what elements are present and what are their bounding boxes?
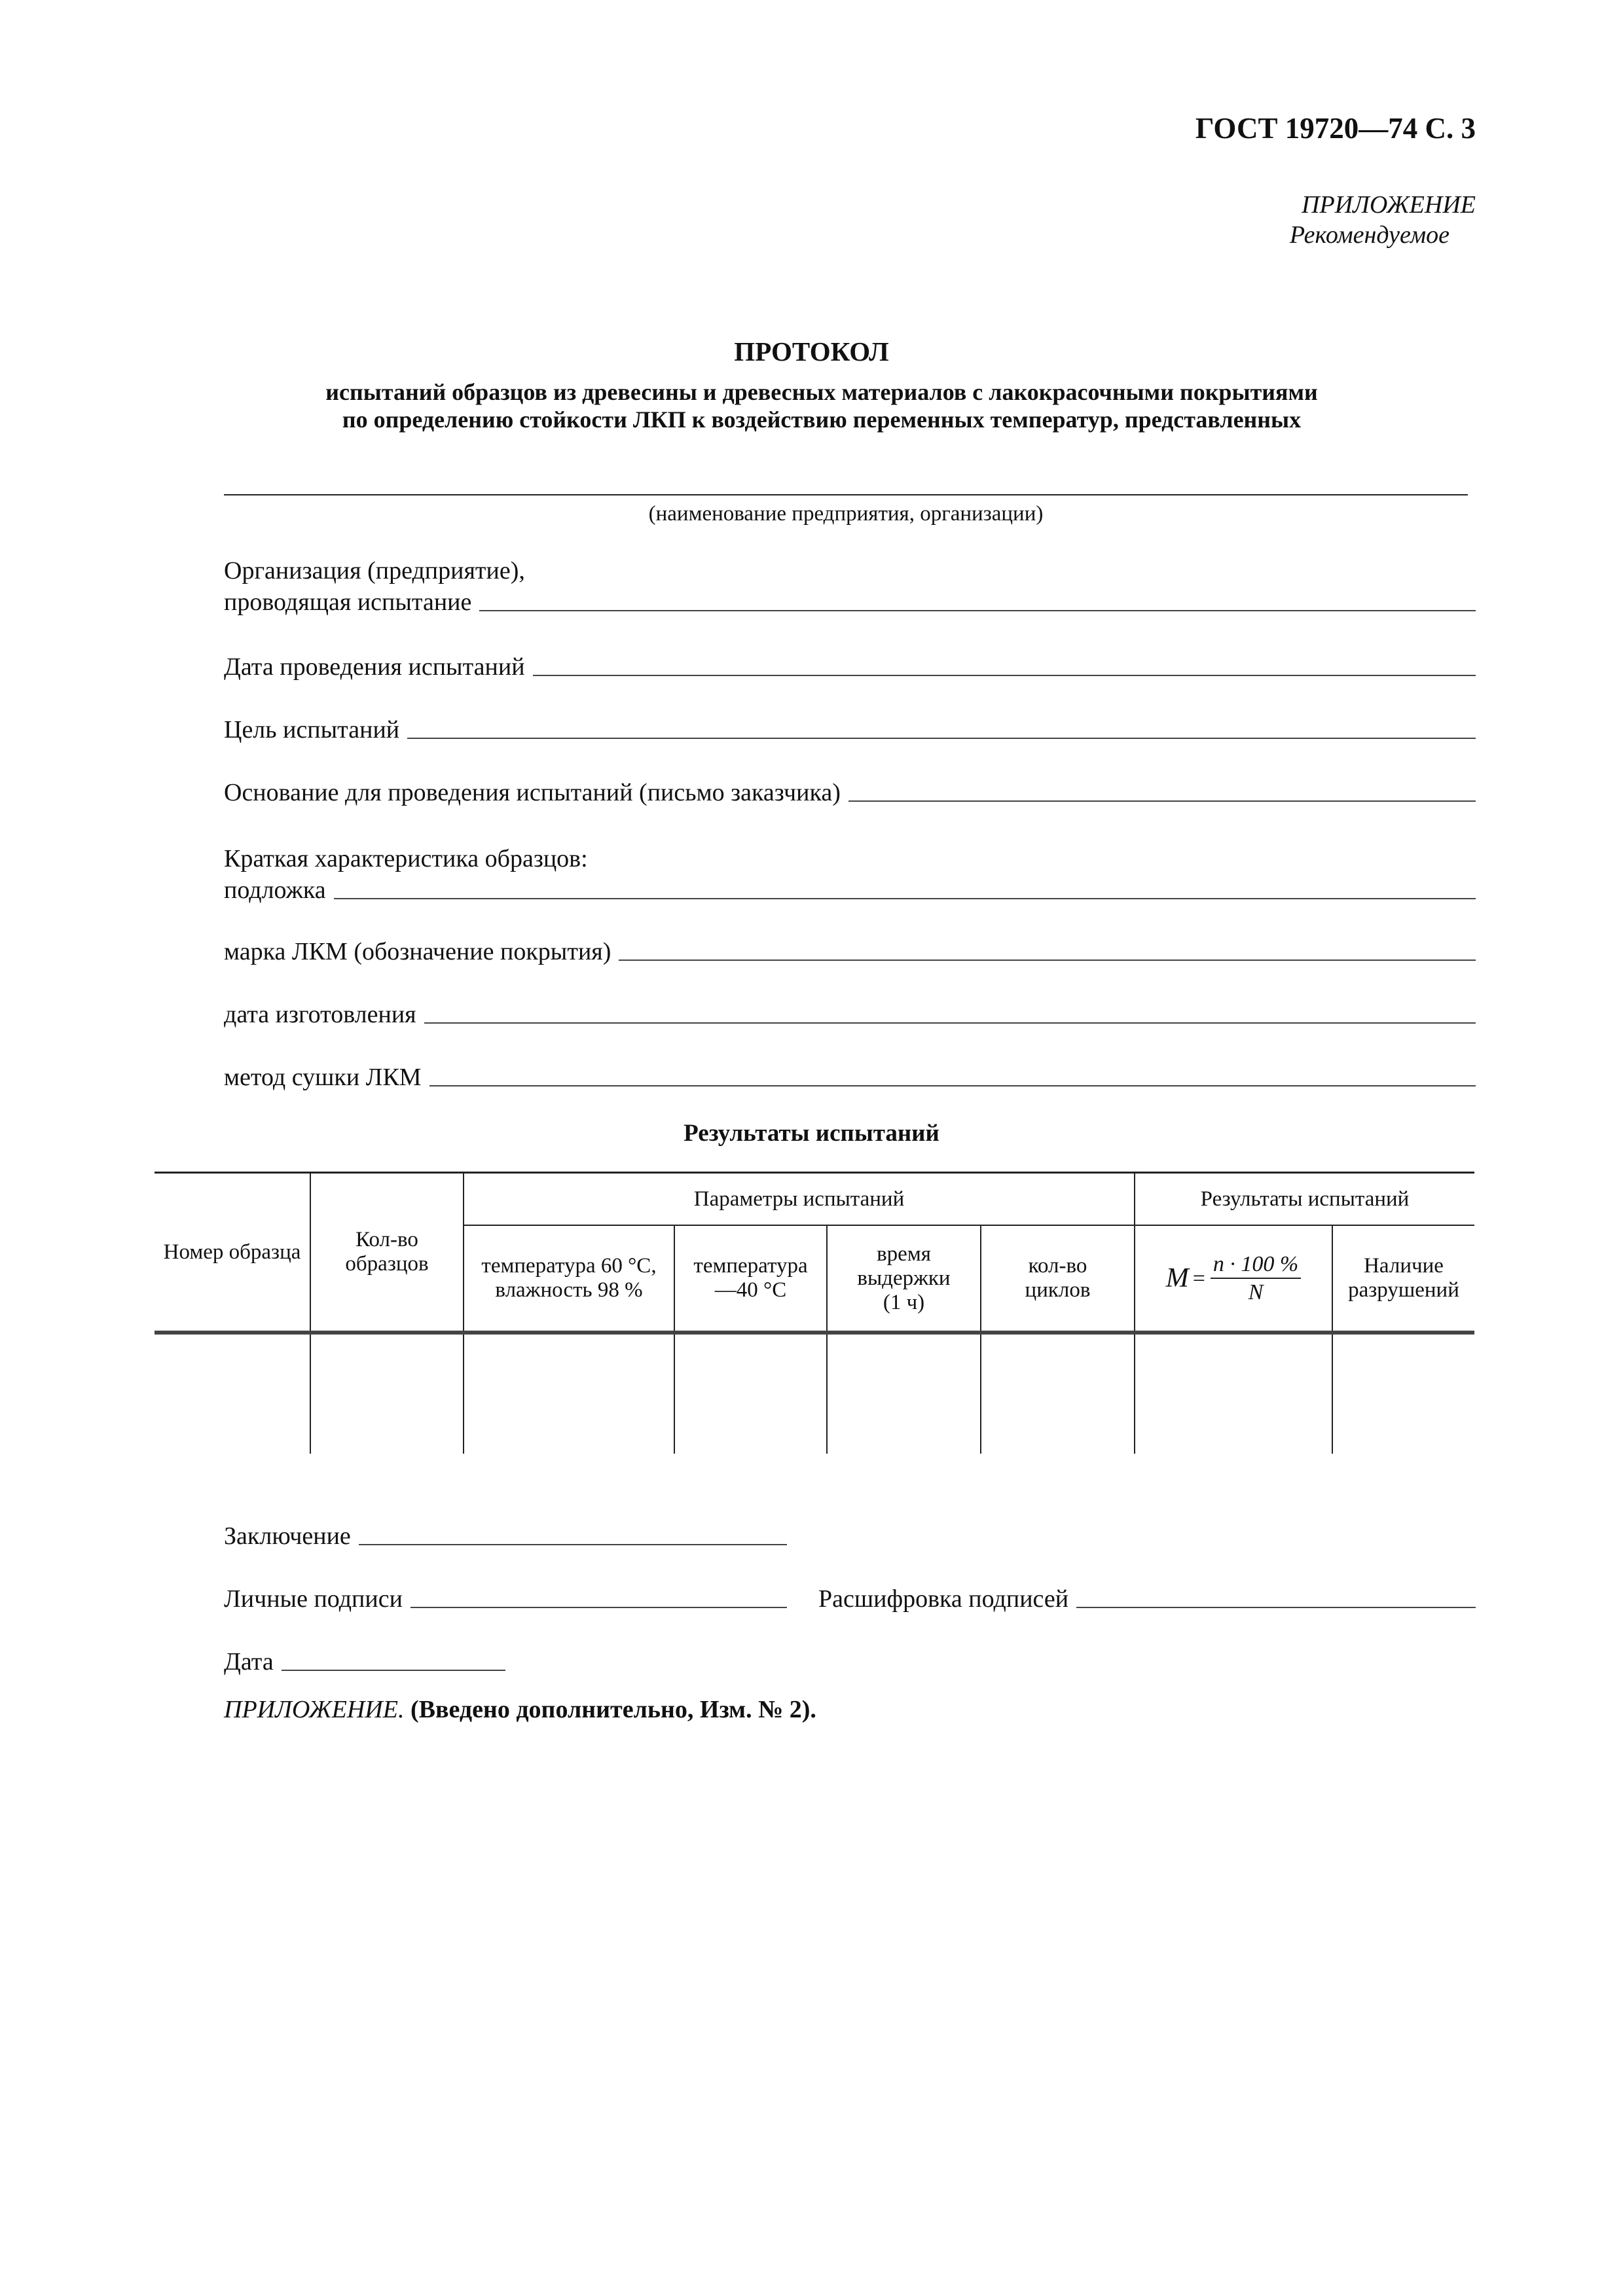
manufacture-date-blank (424, 1022, 1476, 1024)
table-cell (827, 1333, 981, 1454)
organization-label-line1: Организация (предприятие), (224, 557, 525, 584)
samples-heading: Краткая характеристика образцов: (224, 845, 588, 872)
table-cell (981, 1333, 1135, 1454)
header-formula (1135, 1225, 1332, 1333)
organization-field (224, 555, 1476, 618)
signatures-label: Личные подписи (224, 1585, 403, 1613)
basis-label: Основание для проведения испытаний (письмо заказчика) (224, 779, 841, 806)
amendment-note-text: (Введено дополнительно, Изм. № 2). (410, 1696, 816, 1723)
drying-method-blank (429, 1085, 1476, 1086)
header-hold-line1: время (877, 1242, 931, 1266)
test-date-field (224, 651, 1476, 683)
header-temp-hot (464, 1225, 674, 1333)
organization-label-line2: проводящая испытание (224, 588, 472, 616)
purpose-blank (407, 738, 1476, 739)
appendix-status: Рекомендуемое (1289, 221, 1450, 249)
subtitle-line-2: по определению стойкости ЛКП к воздействию переменных температур, представленных (342, 406, 1302, 433)
table-cell (1135, 1333, 1332, 1454)
paint-brand-label: марка ЛКМ (обозначение покрытия) (224, 938, 611, 965)
drying-method-label: метод сушки ЛКМ (224, 1064, 422, 1091)
table-row (155, 1333, 1474, 1454)
header-temp-hot-line1: температура 60 °С, (481, 1254, 657, 1278)
purpose-label: Цель испытаний (224, 716, 400, 744)
paint-brand-field (224, 936, 1476, 967)
formula-fraction (1211, 1252, 1301, 1304)
formula-variable: M (1165, 1263, 1189, 1293)
protocol-title: ПРОТОКОЛ (734, 336, 889, 367)
table-cell (674, 1333, 827, 1454)
conclusion-label: Заключение (224, 1522, 351, 1550)
decoding-label: Расшифровка подписей (818, 1585, 1069, 1613)
formula-numerator: n · 100 % (1211, 1252, 1301, 1279)
table-cell (155, 1333, 310, 1454)
organization-name-caption: (наименование предприятия, организации) (648, 502, 1044, 526)
test-date-label: Дата проведения испытаний (224, 653, 525, 681)
header-hold-line2: выдержки (857, 1266, 951, 1290)
substrate-label: подложка (224, 876, 326, 904)
decoding-field (818, 1583, 1476, 1615)
header-damage-line2: разрушений (1348, 1278, 1459, 1302)
formula-equals: = (1192, 1266, 1205, 1291)
results-table (155, 1172, 1474, 1454)
standard-code: ГОСТ 19720—74 С. 3 (1195, 112, 1476, 145)
decoding-blank (1076, 1607, 1476, 1608)
date-field (224, 1646, 505, 1677)
test-date-blank (533, 675, 1476, 676)
header-hold-time (827, 1225, 981, 1333)
header-temp-cold-line2: —40 °С (714, 1278, 787, 1302)
subtitle-line-1: испытаний образцов из древесины и древесных материалов с лакокрасочными покрытиями (325, 379, 1318, 405)
manufacture-date-label: дата изготовления (224, 1001, 416, 1028)
substrate-blank (334, 898, 1476, 899)
formula (1166, 1252, 1302, 1304)
date-blank (282, 1670, 505, 1671)
signatures-blank (410, 1607, 787, 1608)
results-heading: Результаты испытаний (684, 1120, 939, 1147)
conclusion-blank (359, 1544, 787, 1545)
substrate-field (224, 843, 1476, 906)
table-cell (1332, 1333, 1474, 1454)
table-cell (464, 1333, 674, 1454)
table-cell (310, 1333, 464, 1454)
signatures-field (224, 1583, 787, 1615)
formula-denominator: N (1248, 1280, 1264, 1304)
appendix-block (1290, 190, 1476, 250)
header-cycles-line2: циклов (1025, 1278, 1091, 1302)
appendix-label: ПРИЛОЖЕНИЕ (1302, 191, 1476, 219)
header-sample-count: Кол-во образцов (310, 1173, 464, 1333)
header-damage-line1: Наличие (1364, 1254, 1444, 1278)
basis-blank (848, 800, 1476, 802)
date-label: Дата (224, 1648, 274, 1676)
header-test-parameters: Параметры испытаний (464, 1173, 1135, 1226)
header-test-results: Результаты испытаний (1135, 1173, 1474, 1226)
header-sample-number: Номер образца (155, 1173, 310, 1333)
amendment-note (224, 1695, 816, 1724)
header-cycles (981, 1225, 1135, 1333)
conclusion-field (224, 1520, 787, 1552)
header-hold-line3: (1 ч) (883, 1290, 925, 1314)
header-temp-cold-line1: температура (693, 1254, 808, 1278)
header-temp-cold (674, 1225, 827, 1333)
organization-blank (479, 610, 1476, 611)
header-cycles-line1: кол-во (1028, 1254, 1087, 1278)
purpose-field (224, 714, 1476, 745)
basis-field (224, 777, 1476, 808)
drying-method-field (224, 1062, 1476, 1093)
header-temp-hot-line2: влажность 98 % (495, 1278, 643, 1302)
amendment-note-label: ПРИЛОЖЕНИЕ. (224, 1696, 405, 1723)
paint-brand-blank (619, 960, 1476, 961)
header-damage (1332, 1225, 1474, 1333)
manufacture-date-field (224, 999, 1476, 1030)
organization-name-line (224, 494, 1468, 495)
protocol-subtitle (216, 378, 1427, 433)
